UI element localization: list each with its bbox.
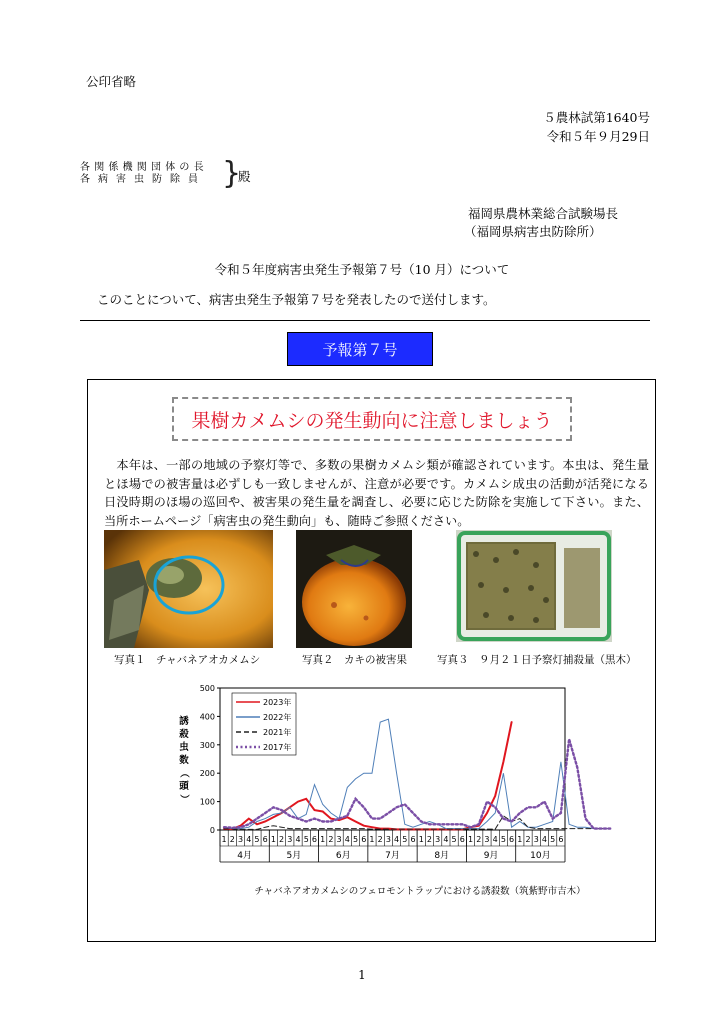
x-period-label: 6	[558, 835, 564, 844]
x-period-label: 3	[287, 835, 293, 844]
photo-damaged-persimmon	[296, 530, 412, 648]
y-axis-title-char: （	[178, 768, 189, 778]
addressee-line-2: 各病害虫防除員	[80, 174, 206, 185]
x-period-label: 6	[509, 835, 515, 844]
seal-omitted-note: 公印省略	[86, 74, 137, 89]
y-axis-title-char: 頭	[179, 781, 189, 792]
addressee-block	[80, 162, 208, 186]
intro-text: このことについて、病害虫発生予報第７号を発表したので送付します。	[97, 292, 496, 307]
photo-3-caption: 写真３ ９月２１日予察灯捕殺量（黒木）	[437, 654, 637, 666]
legend-label: 2017年	[263, 743, 292, 752]
y-tick-label: 500	[199, 684, 215, 693]
x-month-label: 6月	[335, 851, 351, 861]
document-date: 令和５年９月29日	[546, 129, 650, 144]
x-period-label: 1	[369, 835, 375, 844]
photo-2-caption: 写真２ カキの被害果	[302, 654, 407, 666]
legend-label: 2022年	[263, 713, 292, 722]
y-axis-title-char: 誘	[179, 716, 189, 727]
brace-icon: }	[222, 156, 242, 191]
y-tick-label: 300	[199, 740, 215, 750]
x-period-label: 5	[303, 835, 309, 844]
subject-line: 令和５年度病害虫発生予報第７号（10 月）について	[214, 262, 510, 277]
y-tick-label: 0	[209, 826, 215, 835]
x-month-label: 8月	[434, 851, 450, 861]
divider	[80, 320, 650, 321]
x-period-label: 5	[352, 835, 359, 844]
notice-body-text: 本年は、一部の地域の予察灯等で、多数の果樹カメムシ類が確認されています。本虫は、発生量とほ場での被害量は必ずしも一致しませんが、注意が必要です。カメムシ成虫の活動が活発になる日没時期のほ場の巡回や、被害果の発生量を調査し、必要に応じた防除を実施して下さい。また、当所ホームページ「病害虫の発生動向」も、随時ご参照ください。	[104, 458, 650, 528]
x-month-label: 4月	[237, 851, 253, 861]
x-month-label: 9月	[483, 851, 499, 861]
x-period-label: 1	[320, 835, 326, 844]
x-period-label: 2	[279, 835, 285, 844]
x-period-label: 6	[361, 835, 367, 844]
x-period-label: 5	[254, 835, 260, 844]
x-period-label: 1	[418, 835, 424, 844]
x-period-label: 1	[221, 835, 227, 844]
x-period-label: 1	[517, 835, 523, 844]
x-period-label: 3	[336, 835, 342, 844]
notice-title-text: 果樹カメムシの発生動向に注意しましょう	[191, 409, 553, 432]
x-period-label: 4	[295, 835, 301, 844]
y-tick-label: 100	[199, 797, 215, 807]
y-tick-label: 200	[199, 769, 215, 779]
x-period-label: 4	[246, 835, 252, 844]
honorific: 殿	[238, 169, 251, 184]
forecast-banner-label: 予報第７号	[322, 340, 398, 359]
x-period-label: 5	[500, 835, 506, 844]
x-period-label: 2	[426, 835, 433, 844]
x-period-label: 6	[262, 835, 268, 844]
x-period-label: 2	[476, 835, 482, 844]
forecast-banner	[287, 332, 433, 366]
x-period-label: 4	[344, 835, 350, 844]
x-month-label: 5月	[286, 851, 302, 861]
y-tick-label: 400	[199, 712, 215, 722]
x-period-label: 6	[311, 835, 318, 844]
x-period-label: 5	[451, 835, 457, 844]
x-period-label: 1	[270, 835, 276, 844]
notice-body	[104, 456, 649, 530]
photo-trap-catch	[456, 530, 612, 642]
x-period-label: 2	[525, 835, 531, 844]
sender-name: 福岡県農林業総合試験場長	[468, 206, 619, 221]
legend-label: 2021年	[263, 728, 292, 737]
x-period-label: 4	[541, 835, 548, 844]
x-period-label: 6	[410, 835, 416, 844]
x-period-label: 1	[467, 835, 474, 844]
x-period-label: 3	[533, 835, 539, 844]
notice-title	[172, 397, 572, 441]
sender-office: （福岡県病害虫防除所）	[464, 224, 602, 239]
x-period-label: 2	[377, 835, 383, 844]
document-number: ５農林試第1640号	[543, 110, 650, 125]
y-axis-title-char: ）	[178, 794, 189, 804]
y-axis-title-char: 数	[179, 755, 189, 766]
y-axis-title-char: 虫	[179, 742, 189, 753]
chart-title: チャバネアオカメムシのフェロモントラップにおける誘殺数（筑紫野市吉木）	[254, 886, 586, 897]
photo-stink-bug	[104, 530, 273, 648]
page-number: 1	[358, 968, 366, 982]
x-period-label: 2	[229, 835, 235, 844]
x-period-label: 4	[443, 835, 449, 844]
x-period-label: 3	[435, 835, 441, 844]
x-period-label: 4	[394, 835, 400, 844]
x-month-label: 10月	[530, 851, 551, 861]
x-period-label: 3	[237, 835, 244, 844]
x-period-label: 2	[328, 835, 334, 844]
photo-1-caption: 写真１ チャバネアオカメムシ	[114, 654, 261, 666]
legend-label: 2023年	[263, 698, 292, 707]
x-period-label: 5	[402, 835, 408, 844]
addressee-line-1: 各関係機関団体の長	[80, 162, 208, 173]
x-period-label: 5	[550, 835, 556, 844]
trap-count-chart	[178, 680, 586, 905]
x-month-label: 7月	[385, 851, 400, 861]
x-period-label: 3	[385, 835, 391, 844]
x-period-label: 4	[492, 835, 498, 844]
y-axis-title	[178, 715, 190, 804]
y-axis-title-char: 殺	[179, 729, 189, 740]
x-period-label: 6	[459, 835, 465, 844]
x-period-label: 3	[484, 835, 490, 844]
